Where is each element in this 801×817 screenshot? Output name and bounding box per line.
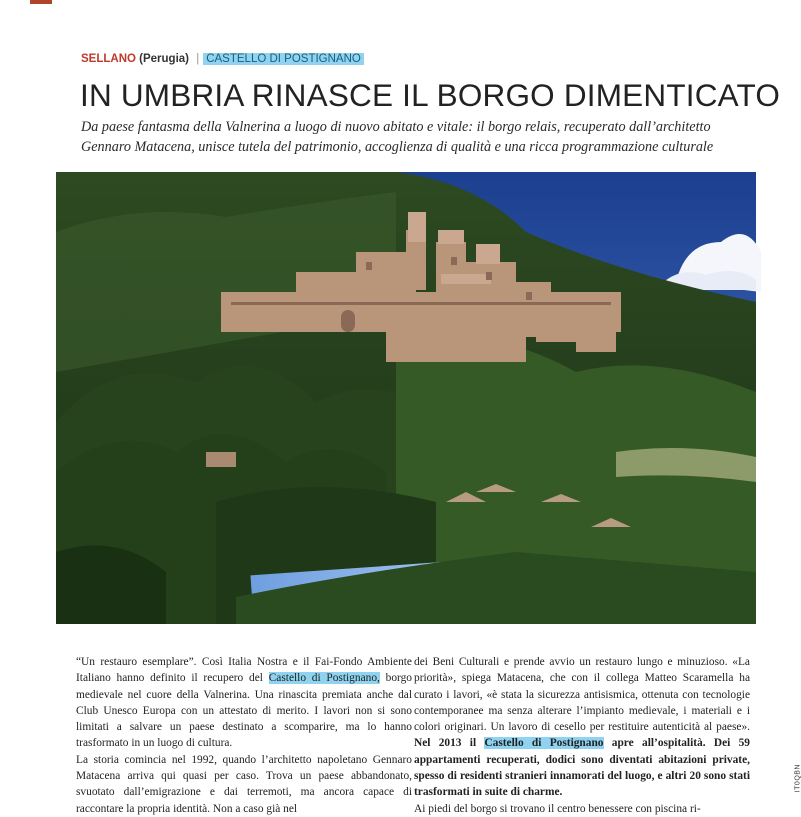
body-text: “Un restauro esemplare”. Così Italia Nostra e il Fai-Fondo Ambiente Italiano hanno definito il recupero del: [76, 656, 412, 685]
bold-text: apre all’ospitalità. Dei 59 appartamenti recuperati, dodici sono diventati abitazioni private, spesso di residenti stranieri innamorati del luogo, e altri 20 sono stati trasformati in suite di charme.: [414, 737, 750, 799]
body-text: borgo medievale nel cuore della Valnerina. Una rinascita premiata anche dal Club Unesco Europa con un attestato di merito. I lavori non si sono limitati a salvare un paese destinato a scomparire, ma lo hanno trasformato in un luogo di cultura.: [76, 672, 412, 750]
kicker-tag: CASTELLO DI POSTIGNANO: [203, 53, 364, 65]
bold-text: Nel 2013 il: [414, 737, 485, 750]
highlighted-text: Castello di Postignano,: [268, 672, 380, 685]
body-paragraph: [76, 654, 412, 752]
section-color-mark: [30, 0, 52, 4]
body-column-left: [76, 654, 412, 817]
body-text: dei Beni Culturali e prende avvio un restauro lungo e minuzioso. «La priorità», spiega Matacena, che con il collega Matteo Scaramella ha curato i lavori, «è stata la sicurezza antisismica, ottenuta con tecnologie contemporanee ma senza alterare l’impianto medievale, i materiali e i colori originari. Un lavoro di cesello per restituire autenticità al paese».: [414, 656, 750, 734]
body-paragraph: Ai piedi del borgo si trovano il centro benessere con piscina ri-: [414, 802, 701, 815]
highlighted-text: Castello di Postignano: [484, 737, 604, 750]
body-column-right: [414, 654, 750, 817]
article-standfirst: Da paese fantasma della Valnerina a luogo di nuovo abitato e vitale: il borgo relais, recuperato dall’architetto Gennaro Matacena, unisce tutela del patrimonio, accoglienza di qualità e una ricca programmazione culturale: [81, 119, 714, 155]
article-headline: IN UMBRIA RINASCE IL BORGO DIMENTICATO: [80, 77, 781, 113]
castle-landscape-illustration: [56, 172, 756, 624]
body-paragraph: [414, 654, 750, 801]
kicker-province: (Perugia): [139, 53, 189, 65]
kicker-separator: |: [196, 53, 200, 65]
kicker: [81, 52, 364, 66]
body-paragraph: La storia comincia nel 1992, quando l’architetto napoletano Gennaro Matacena arriva qui quasi per caso. Trova un paese abbandonato, svuotato dall’emigrazione e dai terremoti, ma ancora capace di raccontare la propria identità. Non a caso già nel: [76, 753, 412, 815]
article-photo: [56, 172, 756, 624]
kicker-place: SELLANO: [81, 53, 136, 65]
side-code: IT0QBN: [794, 764, 801, 793]
